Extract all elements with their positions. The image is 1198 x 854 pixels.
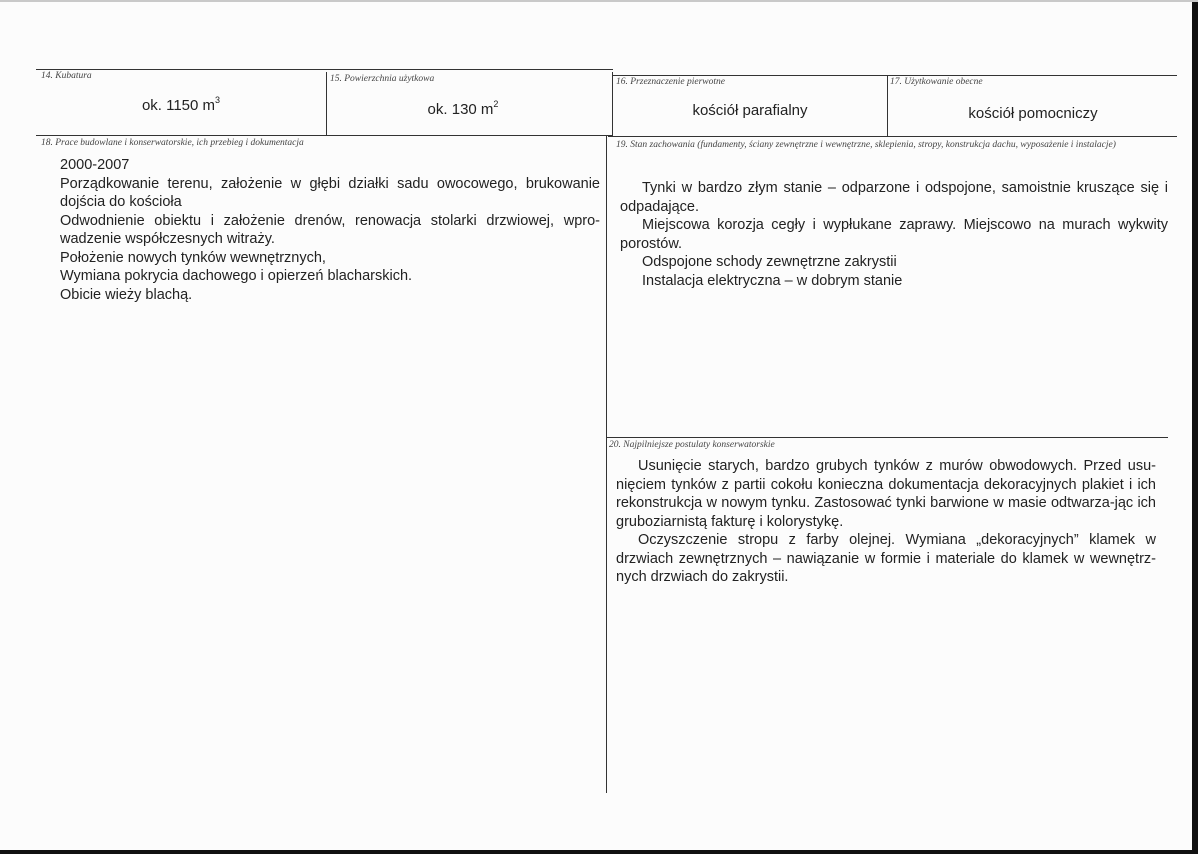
field-18-label: 18. Prace budowlane i konserwatorskie, ich przebieg i dokumentacja (41, 138, 304, 148)
field-19-line: Instalacja elektryczna – w dobrym stanie (642, 272, 903, 289)
field-18-line: 2000-2007 (60, 157, 130, 173)
field-17-label: 17. Użytkowanie obecne (890, 77, 983, 87)
scan-edge (0, 0, 1198, 2)
divider-14-15 (326, 72, 327, 135)
field-18-line: Położenie nowych tynków wewnętrznych, (60, 249, 326, 266)
row-top-line-left (36, 69, 613, 70)
field-19-line: Miejscowa korozja cegły i wypłukane zaprawy. Miejscowo na murach wykwity porostów. (620, 217, 1168, 252)
field-20-line: Usunięcie starych, bardzo grubych tynków z murów obwodowych. Przed usu-nięciem tynków z partii cokołu konieczna dokumentacja dekoracyjnych plakiet i ich rekonstrukcja w nowym tynku. Zastosować tynki barwione w masie odtwarza-jąc ich gruboziarnistą fakturę i kolorystykę. (616, 458, 1156, 530)
field-19-line: Tynki w bardzo złym stanie – odparzone i odspojone, samoistnie kruszące się i odpadające. (620, 180, 1168, 215)
field-14-label: 14. Kubatura (41, 71, 92, 81)
field-14-unit-exp: 3 (215, 95, 221, 105)
field-19-label: 19. Stan zachowania (fundamenty, ściany zewnętrzne i wewnętrzne, sklepienia, stropy, konstrukcja dachu, wyposażenie i instalacje) (616, 140, 1116, 150)
section20-line (606, 437, 1168, 438)
field-16-value: kościół parafialny (692, 102, 808, 119)
field-18-line: Obicie wieży blachą. (60, 286, 193, 303)
field-19-line: Odspojone schody zewnętrzne zakrystii (642, 254, 897, 270)
row-top-line-right (612, 75, 1177, 76)
field-15-label: 15. Powierzchnia użytkowa (330, 74, 435, 84)
field-20-content (616, 457, 1156, 587)
field-17-value: kościół pomocniczy (968, 105, 1098, 122)
field-15-unit-exp: 2 (493, 99, 499, 109)
field-18-content (60, 156, 600, 304)
field-15-value (328, 100, 598, 118)
field-14-value-text: ok. 1150 m (141, 97, 216, 114)
divider-center-main (606, 136, 607, 793)
field-14-value (36, 96, 326, 114)
field-18-line: Porządkowanie terenu, założenie w głębi działki sadu owocowego, brukowanie dojścia do kościoła (60, 175, 600, 210)
row-mid-line-left (36, 135, 613, 136)
field-20-line: Oczyszczenie stropu z farby olejnej. Wymiana „dekoracyjnych” klamek w drzwiach zewnętrznych – nawiązanie w formie i materiale do klamek w wewnętrz-nych drzwiach do zakrystii. (616, 532, 1156, 585)
field-15-value-text: ok. 130 m (427, 101, 494, 118)
field-16-label: 16. Przeznaczenie pierwotne (616, 77, 725, 87)
field-19-content (620, 179, 1168, 290)
row-mid-line-right (608, 136, 1177, 137)
field-18-line: Odwodnienie obiektu i założenie drenów, renowacja stolarki drzwiowej, wpro-wadzenie współczesnych witraży. (60, 212, 600, 247)
field-18-line: Wymiana pokrycia dachowego i opierzeń blacharskich. (60, 268, 413, 284)
field-20-label: 20. Najpilniejsze postulaty konserwatorskie (609, 440, 775, 450)
